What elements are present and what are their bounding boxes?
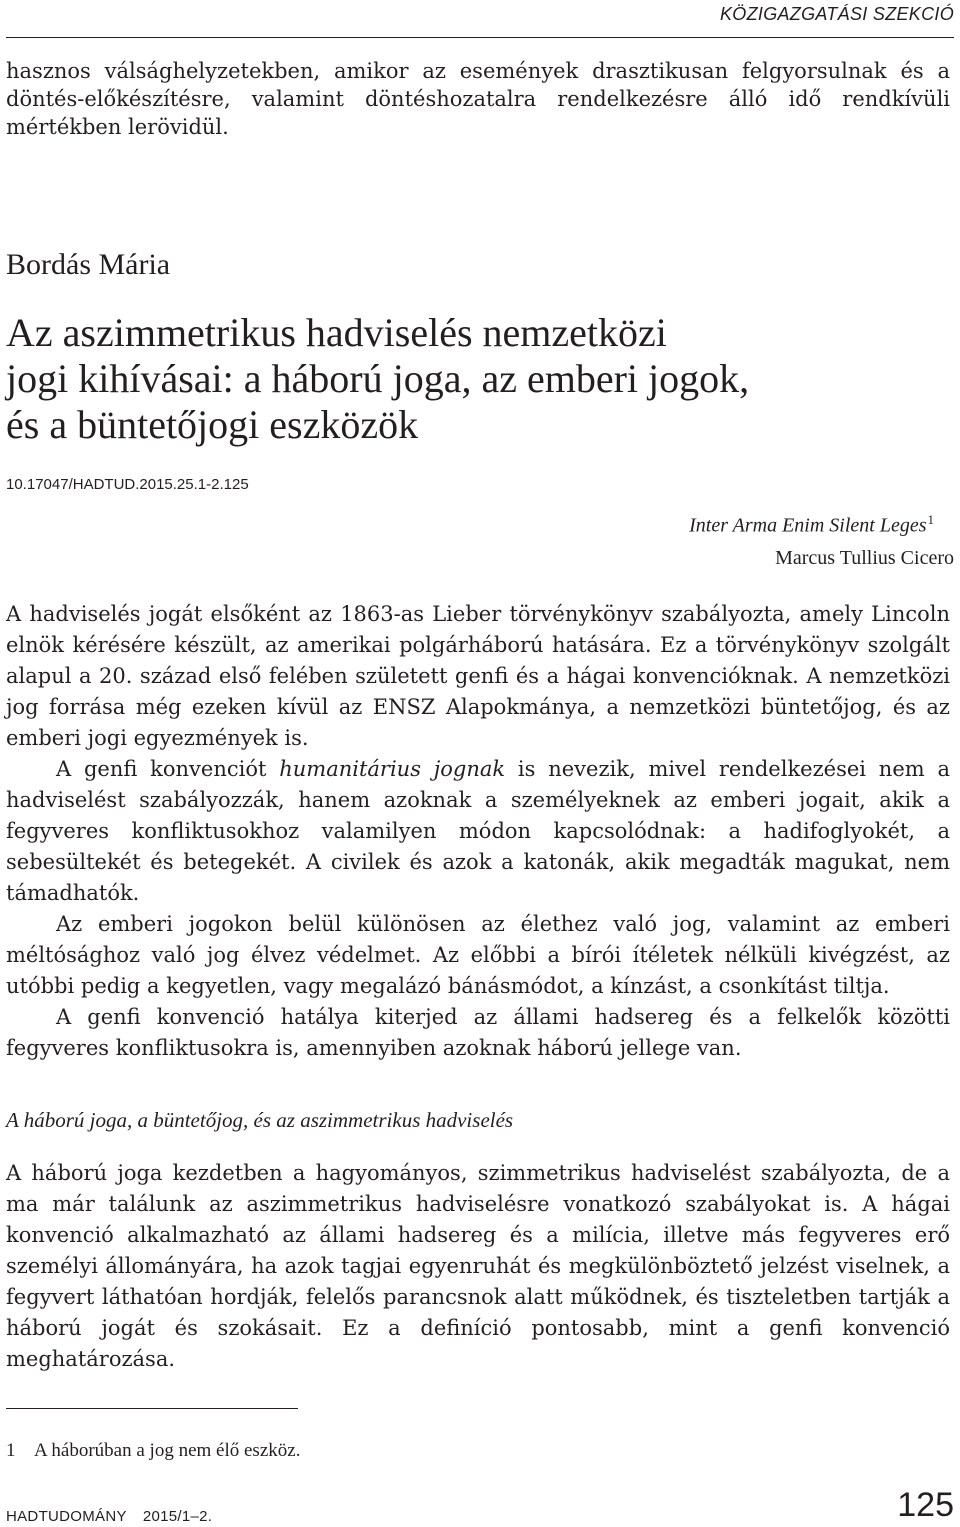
- body-paragraph: A hadviselés jogát elsőként az 1863-as Lieber törvénykönyv szabályozta, amely Lincoln elnök kérésére készült, az amerikai polgárháború hatására. Ez a törvénykönyv szolgált alapul a 20. század első felében született genfi és a hágai konvencióknak. A nemzetközi jog forrása még ezeken kívül az ENSZ Alapokmánya, a nemzetközi büntetőjog, és az emberi jogi egyezmények is.: [6, 602, 950, 750]
- section-heading: A háború joga, a büntetőjog, és az aszimmetrikus hadviselés: [6, 1108, 514, 1132]
- journal-issue: 2015/1–2.: [142, 1508, 213, 1525]
- epigraph-quote: [534, 512, 934, 538]
- article-title: [6, 310, 906, 448]
- running-header: KÖZIGAZGATÁSI SZEKCIÓ: [720, 4, 954, 24]
- intro-paragraph: [6, 57, 950, 141]
- title-line: és a büntetőjogi eszközök: [6, 402, 419, 447]
- body-paragraph: A genfi konvenció hatálya kiterjed az állami hadsereg és a felkelők közötti fegyveres konfliktusokra is, amennyiben azoknak háború jellege van.: [6, 1005, 950, 1060]
- footnote-number: 1: [6, 1440, 16, 1461]
- body-text: [6, 599, 950, 1064]
- epigraph-text: Inter Arma Enim Silent Leges: [689, 514, 927, 537]
- page-number: 125: [897, 1486, 954, 1524]
- body-paragraph: A háború joga kezdetben a hagyományos, szimmetrikus hadviselést szabályozta, de a ma már találunk az aszimmetrikus hadviselésre vonatkozó szabályokat is. A hágai konvenció alkalmazható az állami hadsereg és a milícia, illetve más fegyveres erő személyi állományára, ha azok tagjai egyenruhát és megkülönböztető jelzést viselnek, a fegyvert láthatóan hordják, felelős parancsnok alatt működnek, és tiszteletben tartják a háború jogát és szokásait. Ez a definíció pontosabb, mint a genfi konvenció meghatározása.: [6, 1161, 950, 1371]
- paragraph-text: A genfi konvenciót: [56, 757, 280, 781]
- paragraph-text: is nevezik, mivel rendelkezései nem a hadviselést szabályozzák, hanem azoknak a személyeknek az emberi jogait, akik a fegyveres konfliktusokhoz valamilyen módon kapcsolódnak: a hadifoglyokét, a sebesültekét és betegekét. A civilek és azok a katonák, akik megadták magukat, nem támadhatók.: [6, 757, 950, 905]
- body-paragraph: [6, 754, 950, 909]
- footnote-text: A háborúban a jog nem élő eszköz.: [34, 1440, 301, 1461]
- doi-link[interactable]: 10.17047/HADTUD.2015.25.1-2.125: [6, 476, 249, 493]
- title-line: jogi kihívásai: a háború joga, az emberi jogok,: [6, 356, 750, 401]
- section-body: [6, 1158, 950, 1375]
- body-paragraph: Az emberi jogokon belül különösen az élethez való jog, valamint az emberi méltósághoz való jog élvez védelmet. Az előbbi a bírói ítéletek nélküli kivégzést, az utóbbi pedig a kegyetlen, vagy megalázó bánásmódot, a kínzást, a csonkítást tiltja.: [6, 912, 950, 998]
- footnote-ref[interactable]: 1: [927, 512, 934, 527]
- intro-text: hasznos válsághelyzetekben, amikor az események drasztikusan felgyorsulnak és a döntés-előkészítésre, valamint döntéshozatalra rendelkezésre álló idő rendkívüli mértékben lerövidül.: [6, 59, 950, 139]
- article-author: Bordás Mária: [6, 248, 171, 281]
- emphasis-term: humanitárius jognak: [279, 757, 506, 781]
- footnote-divider: [6, 1408, 298, 1409]
- footer-journal: [6, 1508, 212, 1525]
- epigraph-author: Marcus Tullius Cicero: [775, 547, 954, 569]
- footnote: [6, 1440, 300, 1462]
- title-line: Az aszimmetrikus hadviselés nemzetközi: [6, 310, 667, 355]
- journal-name: HADTUDOMÁNY: [6, 1508, 127, 1525]
- header-rule: [6, 37, 954, 38]
